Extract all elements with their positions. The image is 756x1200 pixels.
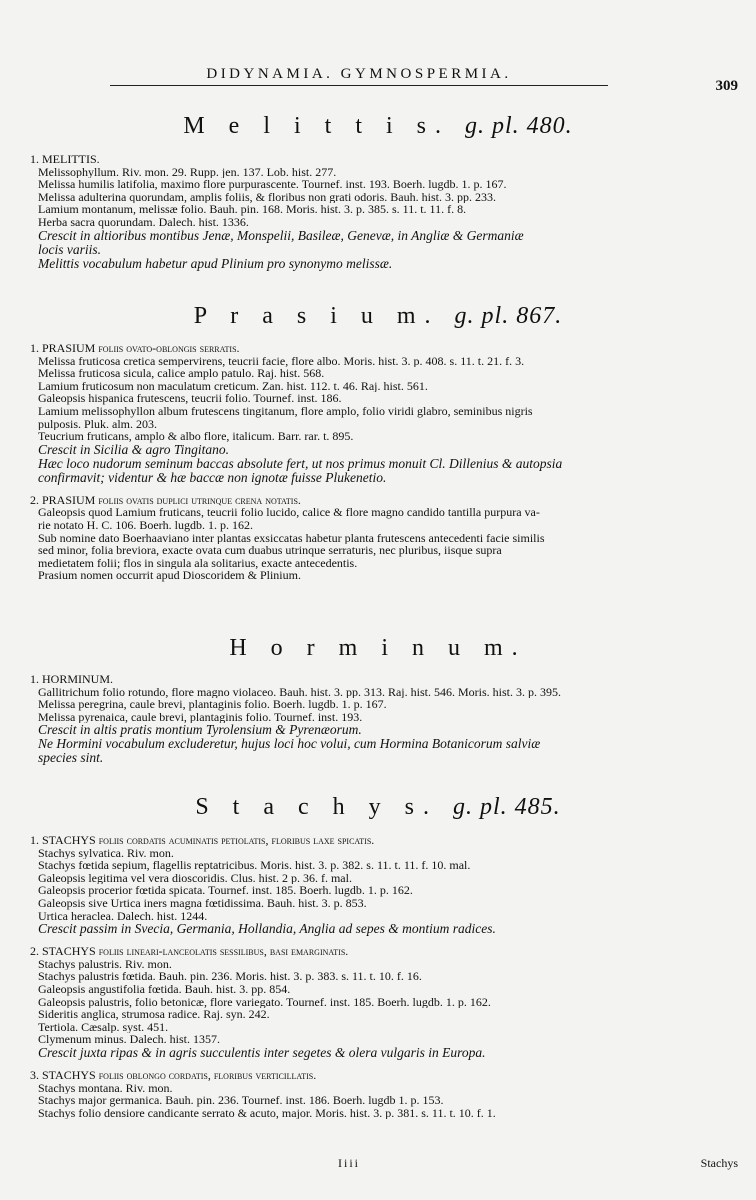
species-heading: 1. HORMINUM. xyxy=(30,673,114,686)
spacer xyxy=(30,936,740,945)
habitat-note: species sint. xyxy=(38,751,104,766)
synonym-line: Sub nomine dato Boerhaaviano inter plantas exsiccatas habetur planta frutescens antecedenti facie similis xyxy=(38,531,545,545)
section-body-prasium xyxy=(30,342,740,582)
page-number: 309 xyxy=(715,78,738,94)
genus-name: P r a s i u m. xyxy=(193,303,440,329)
section-body-horminum xyxy=(30,673,740,765)
synonym-line: Clymenum minus. Dalech. hist. 1357. xyxy=(38,1033,220,1046)
synonym-line: Sideritis anglica, strumosa radice. Raj. syn. 242. xyxy=(38,1008,270,1021)
synonym-line: Stachys montana. Riv. mon. xyxy=(38,1081,173,1095)
synonym-line: Lamium montanum, melissæ folio. Bauh. pin. 168. Moris. hist. 3. p. 385. s. 11. t. 11. f. 8. xyxy=(38,203,467,216)
habitat-note: Crescit in Sicilia & agro Tingitano. xyxy=(38,442,230,457)
synonym-line: Melissa humilis latifolia, maximo flore purpurascente. Tournef. inst. 193. Boerh. lugdb. 1. p. 167. xyxy=(38,178,507,191)
species-heading: 1. MELITTIS. xyxy=(30,153,100,166)
catchword: Stachys xyxy=(700,1156,738,1170)
synonym-line: Stachys fœtida sepium, flagellis reptatricibus. Moris. hist. 3. p. 382. s. 11. t. 11. f. 10. mal. xyxy=(38,859,471,872)
synonym-line: Galeopsis quod Lamium fruticans, teucrii folio lucido, calice & flore magno candido tantilla purpura va- xyxy=(38,506,540,519)
genus-name: M e l i t t i s. xyxy=(183,113,450,139)
habitat-note: Crescit in altioribus montibus Jenæ, Monspelii, Basileæ, Genevæ, in Angliæ & Germaniæ xyxy=(38,228,524,243)
signature-mark: Iiii xyxy=(338,1156,360,1170)
spacer xyxy=(30,485,740,494)
genus-name: S t a c h y s. xyxy=(195,794,438,820)
synonym-line: Stachys sylvatica. Riv. mon. xyxy=(38,846,174,860)
section-body-stachys xyxy=(30,834,740,1119)
synonym-line: Galeopsis sive Urtica iners magna fœtidissima. Bauh. hist. 3. p. 853. xyxy=(38,896,367,910)
synonym-line: Stachys folio densiore candicante serrato & acuto, major. Moris. hist. 3. p. 381. s. 11. t. 10. f. 1. xyxy=(38,1106,496,1120)
running-title: DIDYNAMIA. GYMNOSPERMIA. xyxy=(110,66,608,86)
synonym-line: Galeopsis procerior fœtida spicata. Tournef. inst. 185. Boerh. lugdb. 1. p. 162. xyxy=(38,884,413,897)
synonym-line: Galeopsis palustris, folio betonicæ, flore variegato. Tournef. inst. 185. Boerh. lugdb. 1. p. 162. xyxy=(38,995,491,1009)
synonym-line: Galeopsis angustifolia fœtida. Bauh. hist. 3. pp. 854. xyxy=(38,982,291,996)
section-title-melittis xyxy=(0,113,756,140)
synonym-line: Galeopsis legitima vel vera dioscoridis. Clus. hist. 2 p. 36. f. mal. xyxy=(38,871,352,885)
habitat-note: confirmavit; videntur & hæ baccæ non ignotæ fuisse Plukenetio. xyxy=(38,470,387,485)
synonym-line: Melissa fruticosa sicula, calice amplo patulo. Raj. hist. 568. xyxy=(38,367,325,380)
species-heading: 1. STACHYS foliis cordatis acuminatis petiolatis, floribus laxe spicatis. xyxy=(30,834,375,847)
section-title-stachys xyxy=(0,794,756,821)
species-heading: 1. PRASIUM foliis ovato-oblongis serratis. xyxy=(30,342,240,355)
synonym-line: Teucrium fruticans, amplo & albo flore, italicum. Barr. rar. t. 895. xyxy=(38,430,354,443)
habitat-note: Ne Hormini vocabulum excluderetur, hujus loci hoc volui, cum Hormina Botanicorum salviæ xyxy=(38,737,541,752)
species-heading: 2. PRASIUM foliis ovatis duplici utrinque crena notatis. xyxy=(30,493,301,507)
habitat-note: Crescit in altis pratis montium Tyrolensium & Pyrenæorum. xyxy=(38,723,362,738)
synonym-line: Melissophyllum. Riv. mon. 29. Rupp. jen. 137. Lob. hist. 277. xyxy=(38,165,337,179)
synonym-line: Melissa peregrina, caule brevi, plantaginis folio. Boerh. lugdb. 1. p. 167. xyxy=(38,698,387,711)
synonym-line: Stachys palustris. Riv. mon. xyxy=(38,957,172,971)
spacer xyxy=(30,1060,740,1069)
habitat-note: locis variis. xyxy=(38,242,101,257)
synonym-line: Stachys palustris fœtida. Bauh. pin. 236. Moris. hist. 3. p. 383. s. 11. t. 10. f. 16. xyxy=(38,970,422,983)
synonym-line: Tertiola. Cæsalp. syst. 451. xyxy=(38,1020,169,1034)
synonym-line: Melissa adulterina quorundam, amplis foliis, & floribus non grati odoris. Bauh. hist. 3. pp. 233. xyxy=(38,190,496,204)
genus-name: H o r m i n u m. xyxy=(229,635,527,661)
synonym-line: Melissa fruticosa cretica sempervirens, teucrii facie, flore albo. Moris. hist. 3. p. 408. s. 11. t. 21. f. 3. xyxy=(38,354,525,368)
synonym-line: Herba sacra quorundam. Dalech. hist. 1336. xyxy=(38,215,249,229)
species-heading: 2. STACHYS foliis lineari-lanceolatis sessilibus, basi emarginatis. xyxy=(30,945,349,958)
synonym-line: pulposis. Pluk. alm. 203. xyxy=(38,417,158,431)
synonym-line: Gallitrichum folio rotundo, flore magno violaceo. Bauh. hist. 3. pp. 313. Raj. hist. 546. Moris. hist. 3. p. 395. xyxy=(38,685,561,699)
habitat-note: Hæc loco nudorum seminum baccas absolute fert, ut nos primus monuit Cl. Dillenius & autopsia xyxy=(38,456,563,471)
genus-ref: g. pl. 867. xyxy=(454,303,563,329)
habitat-note: Melittis vocabulum habetur apud Plinium pro synonymo melissæ. xyxy=(38,256,393,271)
synonym-line: Lamium fruticosum non maculatum creticum. Zan. hist. 112. t. 46. Raj. hist. 561. xyxy=(38,379,428,393)
species-heading: 3. STACHYS foliis oblongo cordatis, floribus verticillatis. xyxy=(30,1068,317,1082)
synonym-line: Galeopsis hispanica frutescens, teucrii folio. Tournef. inst. 186. xyxy=(38,392,342,405)
synonym-line: Melissa pyrenaica, caule brevi, plantaginis folio. Tournef. inst. 193. xyxy=(38,710,363,724)
section-title-prasium xyxy=(0,303,756,330)
synonym-line: medietatem folii; flos in singula ala solitarius, exacte antecedentis. xyxy=(38,556,358,570)
synonym-line: Urtica heraclea. Dalech. hist. 1244. xyxy=(38,909,208,923)
synonym-line: Lamium melissophyllon album frutescens tingitanum, flore amplo, folio viridi glabro, seminibus nigris xyxy=(38,404,533,418)
habitat-note: Crescit passim in Svecia, Germania, Hollandia, Anglia ad sepes & montium radices. xyxy=(38,922,496,937)
synonym-line: rie notato H. C. 106. Boerh. lugdb. 1. p. 162. xyxy=(38,518,253,532)
synonym-line: sed minor, folia breviora, exacte ovata cum duabus utrinque serraturis, nec pluribus, iisque supra xyxy=(38,544,502,557)
section-body-melittis xyxy=(30,153,740,271)
synonym-line: Prasium nomen occurrit apud Dioscoridem & Plinium. xyxy=(38,569,301,582)
genus-ref: g. pl. 485. xyxy=(453,794,561,820)
section-title-horminum xyxy=(0,635,756,662)
habitat-note: Crescit juxta ripas & in agris succulentis inter segetes & olera vulgaris in Europa. xyxy=(38,1045,486,1060)
synonym-line: Stachys major germanica. Bauh. pin. 236. Tournef. inst. 186. Boerh. lugdb 1. p. 153. xyxy=(38,1094,444,1107)
genus-ref: g. pl. 480. xyxy=(465,113,573,139)
